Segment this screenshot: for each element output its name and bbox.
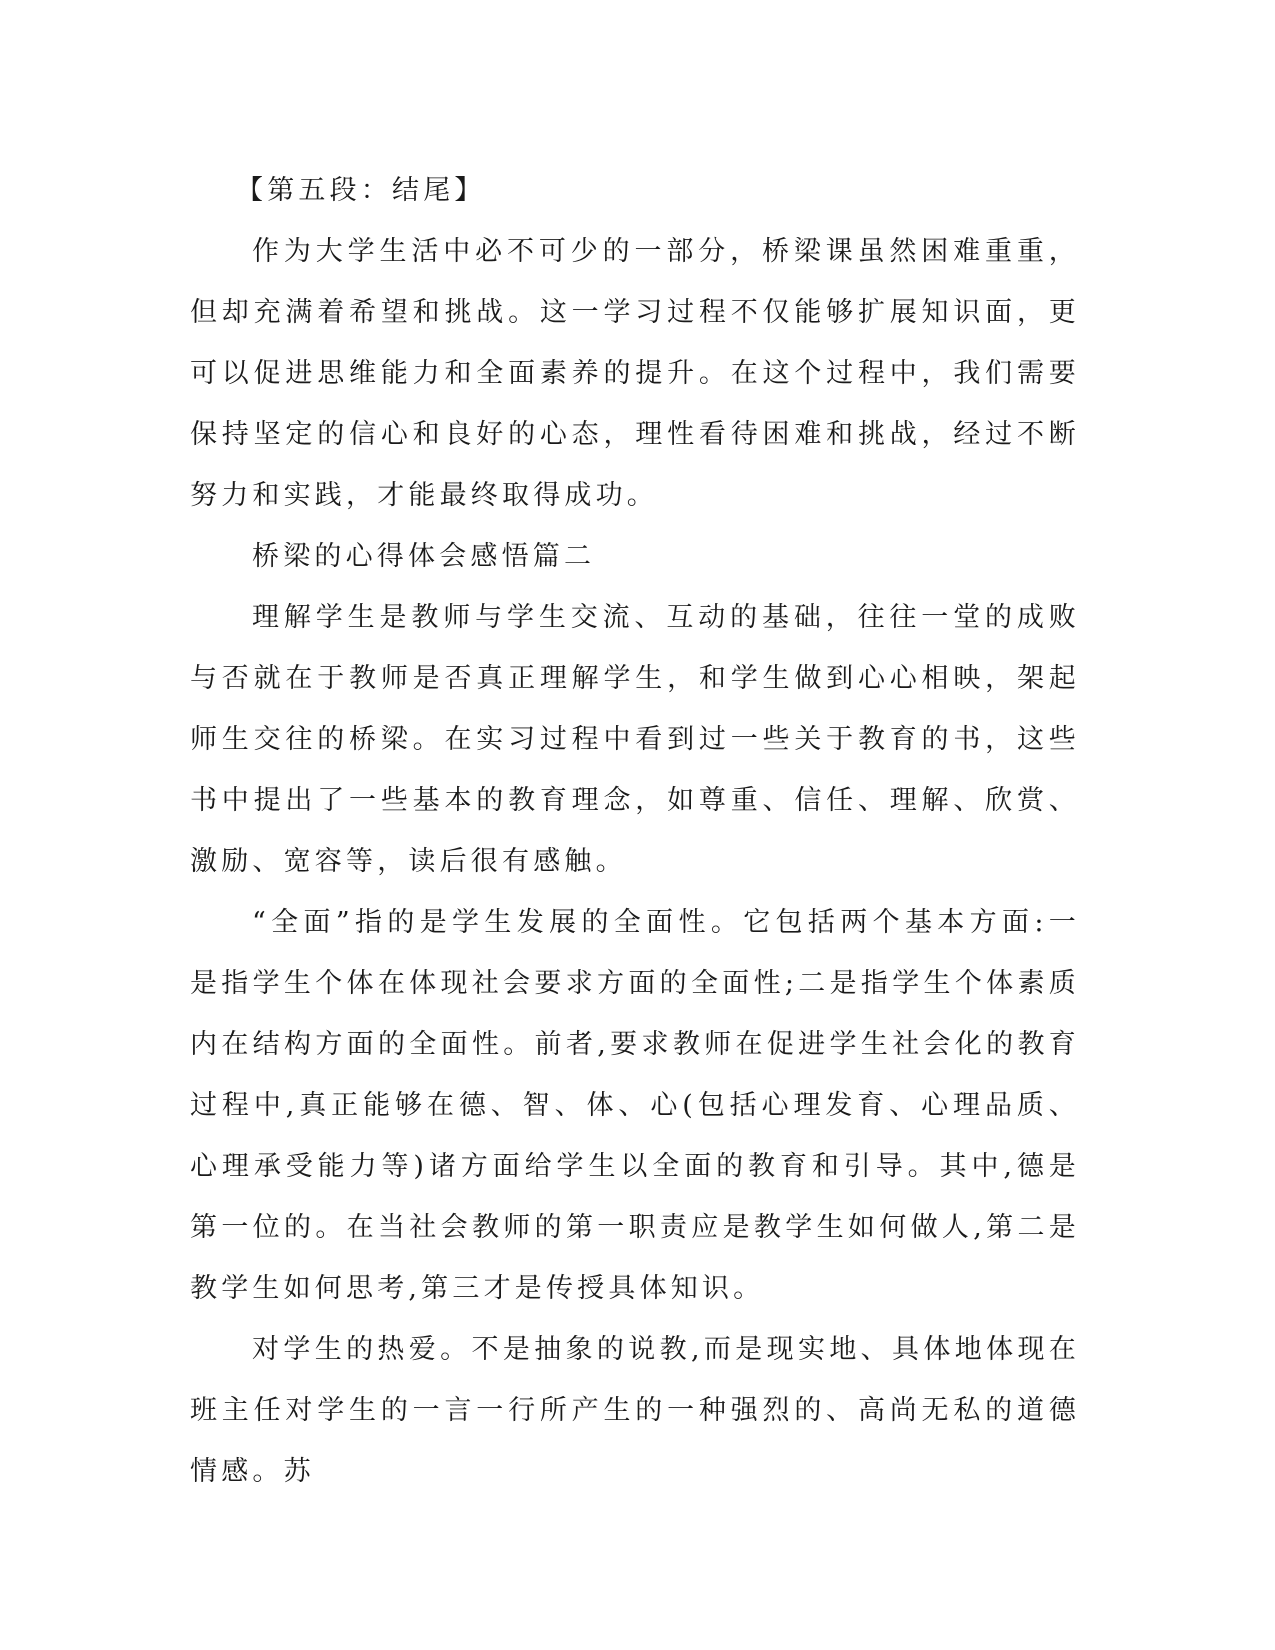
- article-title: 桥梁的心得体会感悟篇二: [252, 541, 596, 572]
- paragraph-love-for-students: 对学生的热爱。不是抽象的说教,而是现实地、具体地体现在班主任对学生的一言一行所产生的一种强烈的、高尚无私的道德情感。苏: [190, 1334, 1080, 1487]
- paragraph-conclusion: 作为大学生活中必不可少的一部分，桥梁课虽然困难重重，但却充满着希望和挑战。这一学习过程不仅能够扩展知识面，更可以促进思维能力和全面素养的提升。在这个过程中，我们需要保持坚定的信心和良好的心态，理性看待困难和挑战，经过不断努力和实践，才能最终取得成功。: [190, 236, 1080, 511]
- document-body: [190, 160, 1080, 1502]
- paragraph-comprehensive: “全面”指的是学生发展的全面性。它包括两个基本方面:一是指学生个体在体现社会要求方面的全面性;二是指学生个体素质内在结构方面的全面性。前者,要求教师在促进学生社会化的教育过程中,真正能够在德、智、体、心(包括心理发育、心理品质、心理承受能力等)诸方面给学生以全面的教育和引导。其中,德是第一位的。在当社会教师的第一职责应是教学生如何做人,第二是教学生如何思考,第三才是传授具体知识。: [190, 907, 1080, 1304]
- section-heading: 【第五段：结尾】: [236, 175, 486, 206]
- paragraph-understanding-students: 理解学生是教师与学生交流、互动的基础，往往一堂的成败与否就在于教师是否真正理解学生，和学生做到心心相映，架起师生交往的桥梁。在实习过程中看到过一些关于教育的书，这些书中提出了一些基本的教育理念，如尊重、信任、理解、欣赏、激励、宽容等，读后很有感触。: [190, 602, 1080, 877]
